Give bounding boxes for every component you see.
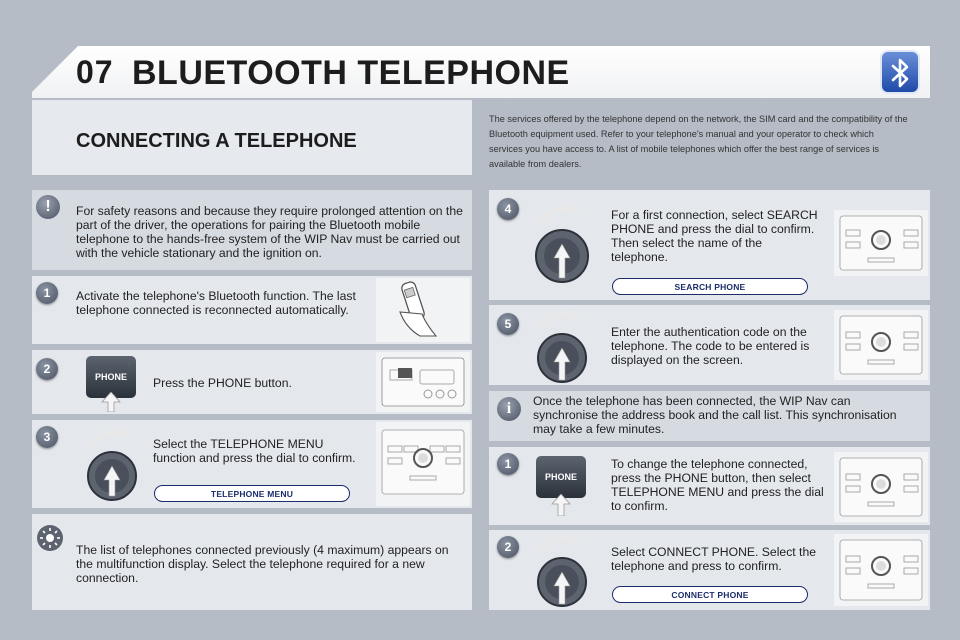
step2-text: Press the PHONE button. xyxy=(153,376,292,390)
rotary-dial-icon xyxy=(530,306,594,386)
step-badge: 3 xyxy=(36,426,58,448)
head-unit-icon xyxy=(834,534,928,606)
rotary-dial-icon xyxy=(530,196,594,288)
step-badge: 2 xyxy=(36,358,58,380)
press-arrow-icon xyxy=(550,494,572,516)
bluetooth-icon xyxy=(880,50,920,94)
info-text: Once the telephone has been connected, the WIP Nav can synchronise the address book and the call list. This synchronisation may take a few minutes. xyxy=(533,394,897,436)
warning-icon: ! xyxy=(36,195,60,219)
step-badge: 1 xyxy=(36,282,58,304)
phone-button[interactable]: PHONE xyxy=(536,456,586,498)
head-unit-icon xyxy=(834,452,928,522)
chapter-number: 07 xyxy=(76,54,114,90)
search-phone-label[interactable]: SEARCH PHONE xyxy=(612,278,808,295)
connect-phone-label[interactable]: CONNECT PHONE xyxy=(612,586,808,603)
telephone-menu-label[interactable]: TELEPHONE MENU xyxy=(154,485,350,502)
page-title: BLUETOOTH TELEPHONE xyxy=(132,54,570,92)
step1-text: Activate the telephone's Bluetooth function. The last telephone connected is reconnected automatically. xyxy=(76,289,356,317)
step-badge: 4 xyxy=(497,198,519,220)
rotary-dial-icon xyxy=(82,424,146,508)
head-unit-icon xyxy=(834,210,928,276)
step5-text: Enter the authentication code on the telephone. The code to be entered is displayed on the screen. xyxy=(611,325,810,367)
warning-text: For safety reasons and because they require prolonged attention on the part of the driver, the operations for pairing the Bluetooth mobile telephone to the hands-free system of the WIP Nav must be carried out with the vehicle stationary and the ignition on. xyxy=(76,204,463,260)
change-step2-text: Select CONNECT PHONE. Select the telephone and press to confirm. xyxy=(611,545,816,573)
intro-text: The services offered by the telephone depend on the network, the SIM card and the compatibility of the Bluetooth equipment used. Refer to your telephone's manual and your operator to check which services you have access to. A list of mobile telephones which offer the best range of services is available from dealers. xyxy=(489,114,908,169)
step3-text: Select the TELEPHONE MENU function and press the dial to confirm. xyxy=(153,437,356,465)
head-unit-icon xyxy=(376,422,470,506)
phone-button[interactable]: PHONE xyxy=(86,356,136,398)
head-unit-icon xyxy=(834,310,928,380)
rotary-dial-icon xyxy=(530,530,594,610)
press-arrow-icon xyxy=(100,392,122,412)
change-step1-text: To change the telephone connected, press the PHONE button, then select TELEPHONE MENU and press the dial to confirm. xyxy=(611,457,824,513)
step4-text: For a first connection, select SEARCH PHONE and press the dial to confirm. Then select the name of the telephone. xyxy=(611,208,818,264)
mobile-phone-icon xyxy=(376,278,470,342)
tip-sun-icon xyxy=(36,524,64,552)
step-badge: 1 xyxy=(497,453,519,475)
step-badge: 2 xyxy=(497,536,519,558)
step-badge: 5 xyxy=(497,313,519,335)
head-unit-icon xyxy=(376,352,470,412)
info-icon: i xyxy=(497,397,521,421)
tip-text: The list of telephones connected previously (4 maximum) appears on the multifunction display. Select the telephone required for a new connection. xyxy=(76,543,449,585)
section-title: CONNECTING A TELEPHONE xyxy=(76,130,357,152)
